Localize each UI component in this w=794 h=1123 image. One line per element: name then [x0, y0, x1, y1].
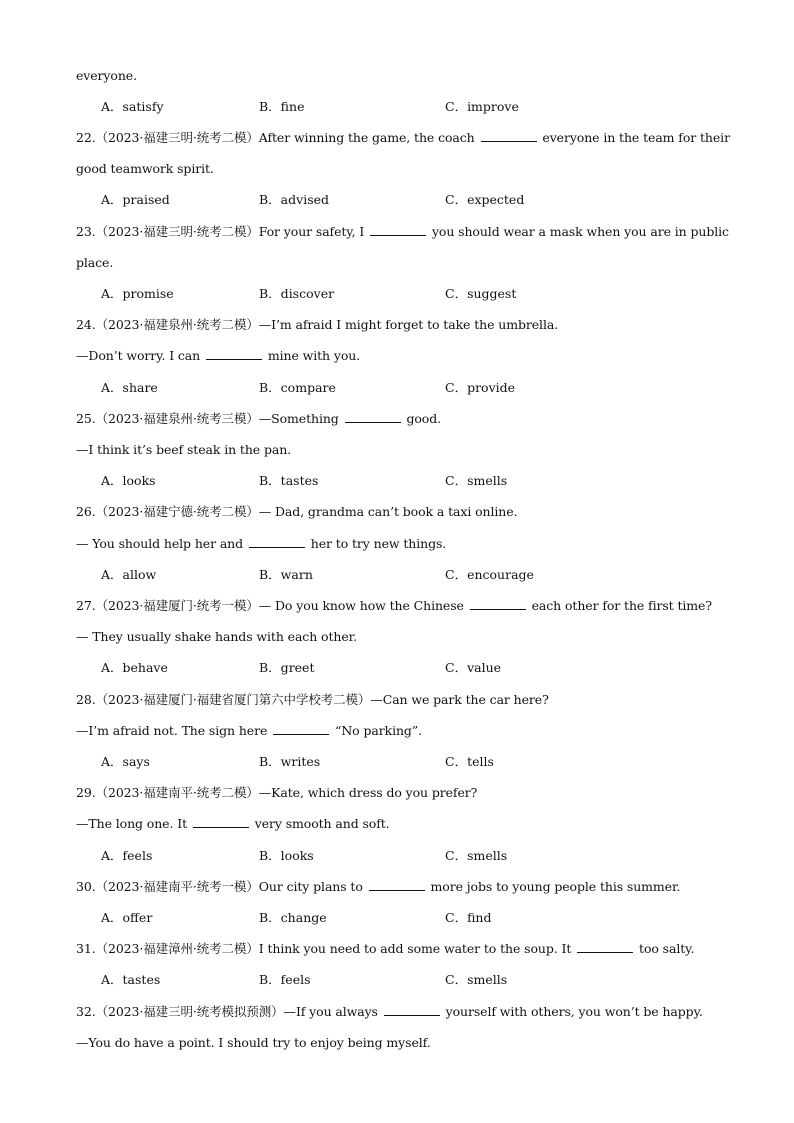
option-a: A．says — [101, 754, 150, 769]
option-a: A．share — [101, 380, 158, 395]
answer-blank — [470, 598, 526, 610]
question-text: 27.（2023·福建厦门·统考一模）— Do you know how the Chinese — [76, 598, 464, 613]
option-a: A．tastes — [101, 972, 161, 987]
question-text: 25.（2023·福建泉州·统考三模）—Something — [76, 411, 339, 426]
answer-blank — [384, 1004, 440, 1016]
question-23-cont: place. — [76, 255, 114, 270]
question-text: 22.（2023·福建三明·统考二模）After winning the game, the coach — [76, 130, 475, 145]
question-31 — [76, 941, 694, 957]
question-text: — You should help her and — [76, 536, 244, 551]
question-text: very smooth and soft. — [254, 816, 390, 831]
answer-blank — [370, 224, 426, 236]
question-text: her to try new things. — [310, 536, 447, 551]
option-b: B．fine — [259, 99, 305, 114]
option-b: B．feels — [259, 972, 311, 987]
question-23 — [76, 224, 729, 240]
question-text: mine with you. — [267, 348, 361, 363]
answer-blank — [206, 348, 262, 360]
question-text: 32.（2023·福建三明·统考模拟预测）—If you always — [76, 1004, 378, 1019]
question-22-cont: good teamwork spirit. — [76, 161, 214, 176]
option-b: B．looks — [259, 848, 314, 863]
option-a: A．feels — [101, 848, 153, 863]
answer-blank — [273, 723, 329, 735]
option-b: B．greet — [259, 660, 315, 675]
option-a: A．offer — [101, 910, 153, 925]
option-c: C．encourage — [445, 567, 534, 582]
option-c: C．expected — [445, 192, 525, 207]
option-a: A．looks — [101, 473, 156, 488]
option-c: C．smells — [445, 848, 508, 863]
question-text: more jobs to young people this summer. — [430, 879, 681, 894]
option-c: C．tells — [445, 754, 494, 769]
question-text: 30.（2023·福建南平·统考一模）Our city plans to — [76, 879, 363, 894]
question-text: 23.（2023·福建三明·统考二模）For your safety, I — [76, 224, 365, 239]
intro-tail: everyone. — [76, 68, 137, 83]
question-text: good. — [406, 411, 441, 426]
question-24-reply — [76, 348, 360, 364]
question-32 — [76, 1004, 703, 1020]
question-text: each other for the first time? — [531, 598, 712, 613]
option-b: B．change — [259, 910, 327, 925]
option-c: C．smells — [445, 473, 508, 488]
answer-blank — [345, 411, 401, 423]
question-text: “No parking”. — [335, 723, 422, 738]
answer-blank — [481, 130, 537, 142]
option-c: C．find — [445, 910, 492, 925]
question-text: you should wear a mask when you are in public — [431, 224, 729, 239]
option-b: B．compare — [259, 380, 336, 395]
question-27-reply: — They usually shake hands with each other. — [76, 629, 357, 644]
question-29: 29.（2023·福建南平·统考二模）—Kate, which dress do you prefer? — [76, 785, 478, 800]
question-30 — [76, 879, 680, 895]
question-text: —The long one. It — [76, 816, 187, 831]
option-c: C．provide — [445, 380, 516, 395]
option-c: C．suggest — [445, 286, 517, 301]
answer-blank — [193, 816, 249, 828]
question-text: too salty. — [639, 941, 695, 956]
question-26-reply — [76, 536, 446, 552]
option-a: A．promise — [101, 286, 174, 301]
question-26: 26.（2023·福建宁德·统考二模）— Dad, grandma can’t book a taxi online. — [76, 504, 518, 519]
option-a: A．praised — [101, 192, 170, 207]
option-b: B．tastes — [259, 473, 319, 488]
question-25 — [76, 411, 441, 427]
option-a: A．satisfy — [101, 99, 164, 114]
option-c: C．smells — [445, 972, 508, 987]
option-b: B．discover — [259, 286, 335, 301]
question-25-reply: —I think it’s beef steak in the pan. — [76, 442, 292, 457]
answer-blank — [249, 536, 305, 548]
question-29-reply — [76, 816, 390, 832]
option-a: A．allow — [101, 567, 157, 582]
option-c: C．improve — [445, 99, 519, 114]
question-text: everyone in the team for their — [542, 130, 730, 145]
option-b: B．advised — [259, 192, 330, 207]
question-32-reply: —You do have a point. I should try to enjoy being myself. — [76, 1035, 431, 1050]
option-a: A．behave — [101, 660, 168, 675]
question-28: 28.（2023·福建厦门·福建省厦门第六中学校考二模）—Can we park the car here? — [76, 692, 549, 707]
question-text: 31.（2023·福建漳州·统考二模）I think you need to add some water to the soup. It — [76, 941, 572, 956]
question-27 — [76, 598, 712, 614]
question-text: —I’m afraid not. The sign here — [76, 723, 268, 738]
option-c: C．value — [445, 660, 502, 675]
answer-blank — [577, 941, 633, 953]
question-text: yourself with others, you won’t be happy. — [445, 1004, 703, 1019]
question-24: 24.（2023·福建泉州·统考二模）—I’m afraid I might forget to take the umbrella. — [76, 317, 559, 332]
question-28-reply — [76, 723, 422, 739]
option-b: B．warn — [259, 567, 313, 582]
question-text: —Don’t worry. I can — [76, 348, 201, 363]
answer-blank — [369, 879, 425, 891]
question-22 — [76, 130, 730, 146]
option-b: B．writes — [259, 754, 321, 769]
